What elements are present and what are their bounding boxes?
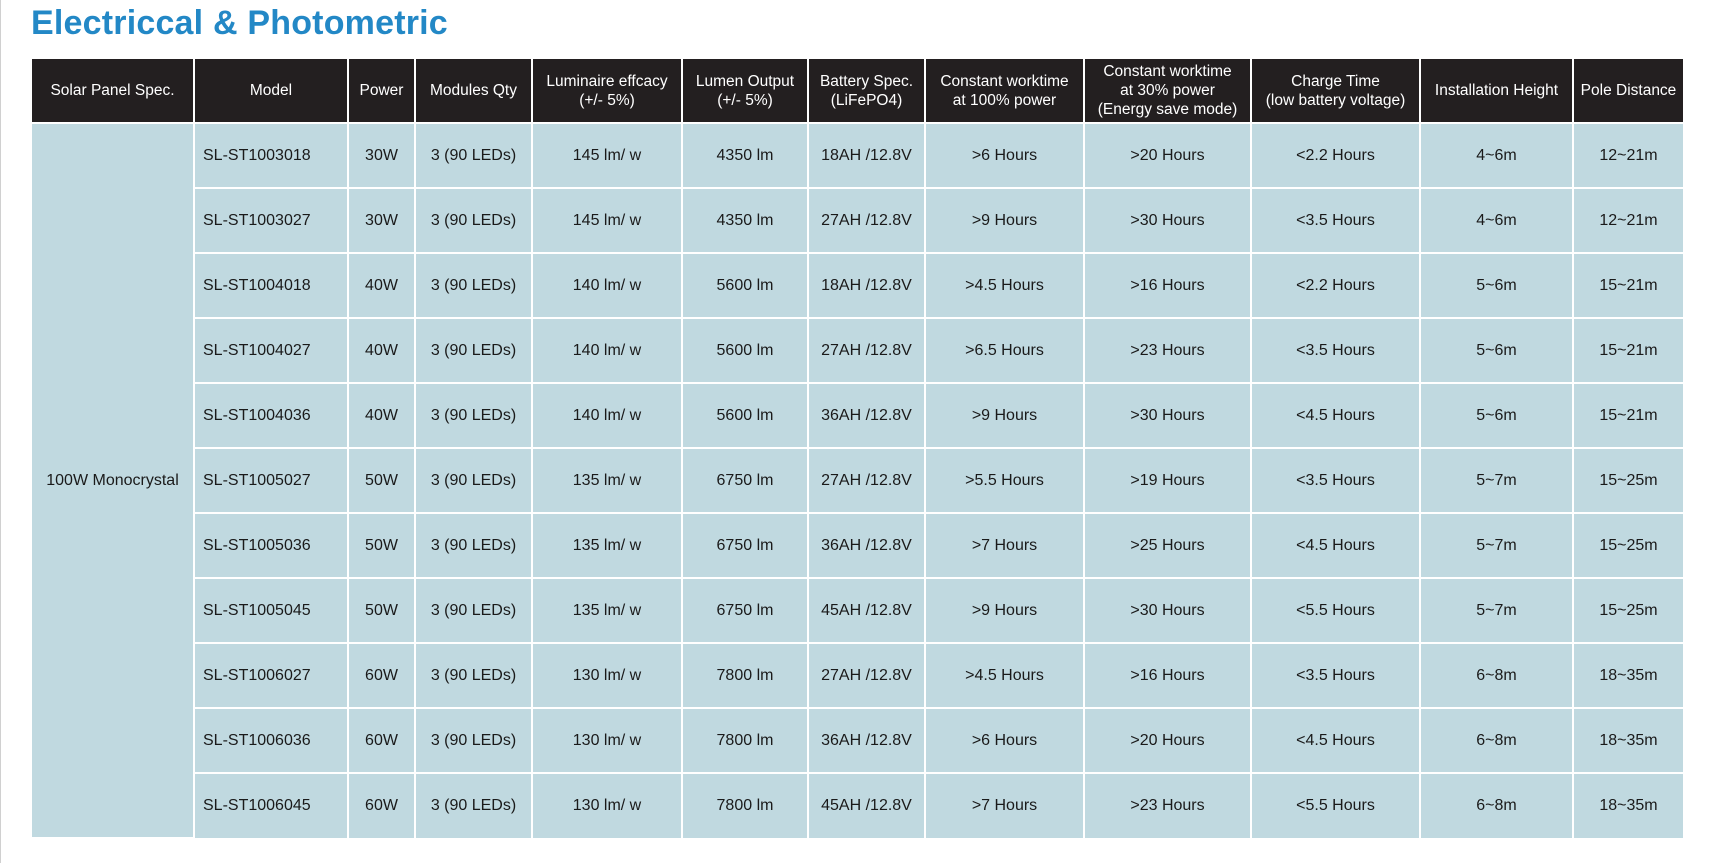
header-pole-distance: Pole Distance: [1573, 59, 1683, 123]
battery-spec-cell: 18AH /12.8V: [808, 123, 925, 188]
header-lumen-output: Lumen Output (+/- 5%): [682, 59, 808, 123]
efficacy-cell: 130 lm/ w: [532, 773, 682, 838]
model-cell: SL-ST1003018: [194, 123, 348, 188]
worktime-100-cell: >6.5 Hours: [925, 318, 1084, 383]
worktime-30-cell: >19 Hours: [1084, 448, 1251, 513]
charge-time-cell: <3.5 Hours: [1251, 448, 1420, 513]
modules-qty-cell: 3 (90 LEDs): [415, 643, 532, 708]
table-row: [32, 578, 1683, 643]
power-cell: 40W: [348, 318, 415, 383]
worktime-100-cell: >4.5 Hours: [925, 253, 1084, 318]
efficacy-cell: 135 lm/ w: [532, 513, 682, 578]
efficacy-cell: 130 lm/ w: [532, 643, 682, 708]
model-cell: SL-ST1005045: [194, 578, 348, 643]
power-cell: 30W: [348, 123, 415, 188]
pole-distance-cell: 15~21m: [1573, 383, 1683, 448]
model-cell: SL-ST1003027: [194, 188, 348, 253]
header-charge-time: Charge Time (low battery voltage): [1251, 59, 1420, 123]
model-cell: SL-ST1005036: [194, 513, 348, 578]
table-row: [32, 513, 1683, 578]
charge-time-cell: <4.5 Hours: [1251, 708, 1420, 773]
pole-distance-cell: 12~21m: [1573, 188, 1683, 253]
lumen-output-cell: 6750 lm: [682, 448, 808, 513]
worktime-100-cell: >6 Hours: [925, 123, 1084, 188]
header-row: [32, 59, 1683, 123]
battery-spec-cell: 27AH /12.8V: [808, 318, 925, 383]
battery-spec-cell: 18AH /12.8V: [808, 253, 925, 318]
pole-distance-cell: 15~25m: [1573, 513, 1683, 578]
worktime-30-cell: >20 Hours: [1084, 708, 1251, 773]
worktime-100-cell: >4.5 Hours: [925, 643, 1084, 708]
pole-distance-cell: 18~35m: [1573, 708, 1683, 773]
worktime-30-cell: >30 Hours: [1084, 188, 1251, 253]
installation-height-cell: 5~7m: [1420, 448, 1573, 513]
lumen-output-cell: 5600 lm: [682, 383, 808, 448]
installation-height-cell: 6~8m: [1420, 773, 1573, 838]
modules-qty-cell: 3 (90 LEDs): [415, 123, 532, 188]
power-cell: 30W: [348, 188, 415, 253]
charge-time-cell: <2.2 Hours: [1251, 253, 1420, 318]
modules-qty-cell: 3 (90 LEDs): [415, 513, 532, 578]
charge-time-cell: <5.5 Hours: [1251, 773, 1420, 838]
charge-time-cell: <3.5 Hours: [1251, 188, 1420, 253]
modules-qty-cell: 3 (90 LEDs): [415, 253, 532, 318]
table-row: [32, 643, 1683, 708]
lumen-output-cell: 6750 lm: [682, 513, 808, 578]
header-model: Model: [194, 59, 348, 123]
power-cell: 60W: [348, 773, 415, 838]
efficacy-cell: 140 lm/ w: [532, 318, 682, 383]
worktime-100-cell: >9 Hours: [925, 188, 1084, 253]
modules-qty-cell: 3 (90 LEDs): [415, 318, 532, 383]
modules-qty-cell: 3 (90 LEDs): [415, 578, 532, 643]
header-worktime-30: Constant worktime at 30% power (Energy save mode): [1084, 59, 1251, 123]
table-body: [32, 123, 1683, 838]
pole-distance-cell: 15~21m: [1573, 253, 1683, 318]
header-worktime-100: Constant worktime at 100% power: [925, 59, 1084, 123]
worktime-100-cell: >6 Hours: [925, 708, 1084, 773]
worktime-30-cell: >30 Hours: [1084, 383, 1251, 448]
table-row: [32, 318, 1683, 383]
power-cell: 40W: [348, 253, 415, 318]
worktime-30-cell: >16 Hours: [1084, 253, 1251, 318]
model-cell: SL-ST1006027: [194, 643, 348, 708]
battery-spec-cell: 27AH /12.8V: [808, 188, 925, 253]
installation-height-cell: 5~7m: [1420, 578, 1573, 643]
table-row: [32, 708, 1683, 773]
installation-height-cell: 5~6m: [1420, 383, 1573, 448]
charge-time-cell: <3.5 Hours: [1251, 318, 1420, 383]
table-row: [32, 253, 1683, 318]
table-row: [32, 188, 1683, 253]
lumen-output-cell: 7800 lm: [682, 643, 808, 708]
pole-distance-cell: 18~35m: [1573, 773, 1683, 838]
header-power: Power: [348, 59, 415, 123]
installation-height-cell: 6~8m: [1420, 708, 1573, 773]
installation-height-cell: 5~6m: [1420, 253, 1573, 318]
lumen-output-cell: 7800 lm: [682, 708, 808, 773]
battery-spec-cell: 45AH /12.8V: [808, 578, 925, 643]
lumen-output-cell: 5600 lm: [682, 318, 808, 383]
header-modules-qty: Modules Qty: [415, 59, 532, 123]
power-cell: 60W: [348, 708, 415, 773]
battery-spec-cell: 45AH /12.8V: [808, 773, 925, 838]
efficacy-cell: 140 lm/ w: [532, 383, 682, 448]
worktime-30-cell: >16 Hours: [1084, 643, 1251, 708]
charge-time-cell: <3.5 Hours: [1251, 643, 1420, 708]
model-cell: SL-ST1006045: [194, 773, 348, 838]
battery-spec-cell: 27AH /12.8V: [808, 448, 925, 513]
worktime-30-cell: >25 Hours: [1084, 513, 1251, 578]
table-row: [32, 383, 1683, 448]
efficacy-cell: 135 lm/ w: [532, 578, 682, 643]
worktime-100-cell: >7 Hours: [925, 513, 1084, 578]
modules-qty-cell: 3 (90 LEDs): [415, 448, 532, 513]
charge-time-cell: <4.5 Hours: [1251, 383, 1420, 448]
solar-panel-cell: 100W Monocrystal: [32, 123, 194, 838]
pole-distance-cell: 15~25m: [1573, 578, 1683, 643]
lumen-output-cell: 5600 lm: [682, 253, 808, 318]
lumen-output-cell: 4350 lm: [682, 188, 808, 253]
battery-spec-cell: 36AH /12.8V: [808, 708, 925, 773]
power-cell: 60W: [348, 643, 415, 708]
page-title: Electriccal & Photometric: [31, 4, 448, 42]
battery-spec-cell: 36AH /12.8V: [808, 383, 925, 448]
efficacy-cell: 145 lm/ w: [532, 188, 682, 253]
header-luminaire-efficacy: Luminaire effcacy (+/- 5%): [532, 59, 682, 123]
worktime-30-cell: >30 Hours: [1084, 578, 1251, 643]
header-battery-spec: Battery Spec. (LiFePO4): [808, 59, 925, 123]
table-row: [32, 773, 1683, 838]
power-cell: 40W: [348, 383, 415, 448]
charge-time-cell: <5.5 Hours: [1251, 578, 1420, 643]
model-cell: SL-ST1004036: [194, 383, 348, 448]
modules-qty-cell: 3 (90 LEDs): [415, 708, 532, 773]
charge-time-cell: <2.2 Hours: [1251, 123, 1420, 188]
battery-spec-cell: 36AH /12.8V: [808, 513, 925, 578]
charge-time-cell: <4.5 Hours: [1251, 513, 1420, 578]
installation-height-cell: 4~6m: [1420, 188, 1573, 253]
efficacy-cell: 145 lm/ w: [532, 123, 682, 188]
installation-height-cell: 5~6m: [1420, 318, 1573, 383]
worktime-100-cell: >7 Hours: [925, 773, 1084, 838]
pole-distance-cell: 15~25m: [1573, 448, 1683, 513]
pole-distance-cell: 15~21m: [1573, 318, 1683, 383]
efficacy-cell: 130 lm/ w: [532, 708, 682, 773]
header-solar-panel-spec: Solar Panel Spec.: [32, 59, 194, 123]
header-installation-height: Installation Height: [1420, 59, 1573, 123]
worktime-100-cell: >9 Hours: [925, 578, 1084, 643]
lumen-output-cell: 4350 lm: [682, 123, 808, 188]
worktime-30-cell: >23 Hours: [1084, 318, 1251, 383]
installation-height-cell: 4~6m: [1420, 123, 1573, 188]
modules-qty-cell: 3 (90 LEDs): [415, 188, 532, 253]
efficacy-cell: 135 lm/ w: [532, 448, 682, 513]
installation-height-cell: 6~8m: [1420, 643, 1573, 708]
lumen-output-cell: 7800 lm: [682, 773, 808, 838]
table-row: [32, 448, 1683, 513]
power-cell: 50W: [348, 448, 415, 513]
installation-height-cell: 5~7m: [1420, 513, 1573, 578]
pole-distance-cell: 12~21m: [1573, 123, 1683, 188]
table-header: [32, 59, 1683, 123]
model-cell: SL-ST1004018: [194, 253, 348, 318]
model-cell: SL-ST1005027: [194, 448, 348, 513]
modules-qty-cell: 3 (90 LEDs): [415, 773, 532, 838]
lumen-output-cell: 6750 lm: [682, 578, 808, 643]
modules-qty-cell: 3 (90 LEDs): [415, 383, 532, 448]
worktime-30-cell: >23 Hours: [1084, 773, 1251, 838]
battery-spec-cell: 27AH /12.8V: [808, 643, 925, 708]
pole-distance-cell: 18~35m: [1573, 643, 1683, 708]
power-cell: 50W: [348, 578, 415, 643]
model-cell: SL-ST1004027: [194, 318, 348, 383]
efficacy-cell: 140 lm/ w: [532, 253, 682, 318]
worktime-100-cell: >9 Hours: [925, 383, 1084, 448]
power-cell: 50W: [348, 513, 415, 578]
worktime-100-cell: >5.5 Hours: [925, 448, 1084, 513]
table-row: [32, 123, 1683, 188]
spec-table: [32, 59, 1683, 839]
worktime-30-cell: >20 Hours: [1084, 123, 1251, 188]
model-cell: SL-ST1006036: [194, 708, 348, 773]
